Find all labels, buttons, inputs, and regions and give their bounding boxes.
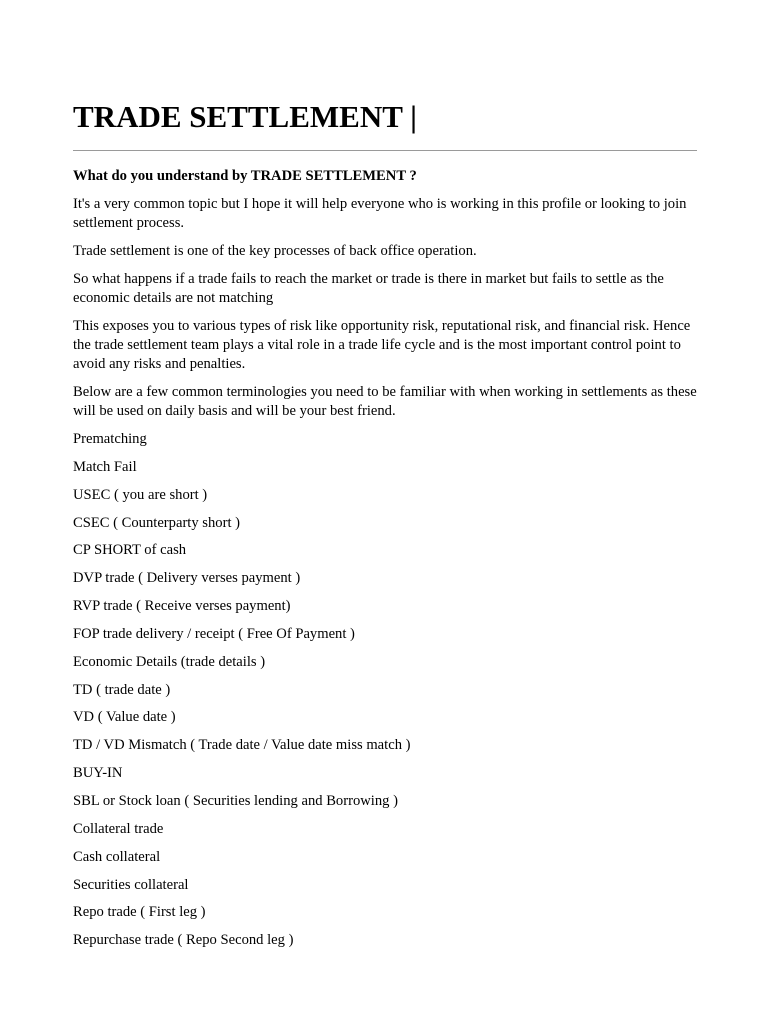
list-item: SBL or Stock loan ( Securities lending and Borrowing ) (73, 792, 398, 809)
list-item: Cash collateral (73, 848, 161, 865)
list-item: USEC ( you are short ) (73, 486, 208, 503)
list-item: CP SHORT of cash (73, 542, 187, 559)
list-item: Repurchase trade ( Repo Second leg ) (73, 932, 294, 949)
question-heading: What do you understand by TRADE SETTLEMENT ? (73, 168, 417, 184)
list-item: Economic Details (trade details ) (73, 653, 266, 670)
paragraph-terminologies: Below are a few common terminologies you need to be familiar with when working in settlements as these will be used on daily basis and will be your best friend. (73, 384, 697, 419)
list-item: Match Fail (73, 458, 137, 475)
paragraph-trade-fails: So what happens if a trade fails to reach the market or trade is there in market but fails to settle as the economic details are not matching (73, 271, 664, 306)
list-item: BUY-IN (73, 765, 123, 782)
paragraph-intro: It's a very common topic but I hope it will help everyone who is working in this profile or looking to join settlement process. (73, 196, 687, 231)
title-divider (73, 150, 697, 151)
list-item: Securities collateral (73, 876, 189, 893)
list-item: CSEC ( Counterparty short ) (73, 514, 241, 531)
list-item: Collateral trade (73, 820, 164, 837)
paragraph-risk: This exposes you to various types of risk like opportunity risk, reputational risk, and financial risk. Hence the trade settlement team plays a vital role in a trade life cycle and is the most important control point to avoid any risks and penalties. (73, 318, 691, 372)
list-item: VD ( Value date ) (73, 709, 176, 726)
list-item: RVP trade ( Receive verses payment) (73, 598, 291, 615)
document-body (73, 167, 697, 959)
list-item: TD / VD Mismatch ( Trade date / Value date miss match ) (73, 737, 411, 754)
list-item: Repo trade ( First leg ) (73, 904, 206, 921)
document-title: TRADE SETTLEMENT | (73, 99, 417, 134)
list-item: DVP trade ( Delivery verses payment ) (73, 570, 301, 587)
paragraph-definition: Trade settlement is one of the key processes of back office operation. (73, 243, 477, 259)
list-item: TD ( trade date ) (73, 681, 171, 698)
list-item: FOP trade delivery / receipt ( Free Of Payment ) (73, 625, 355, 642)
list-item: Prematching (73, 431, 147, 447)
terminology-list (73, 430, 697, 950)
